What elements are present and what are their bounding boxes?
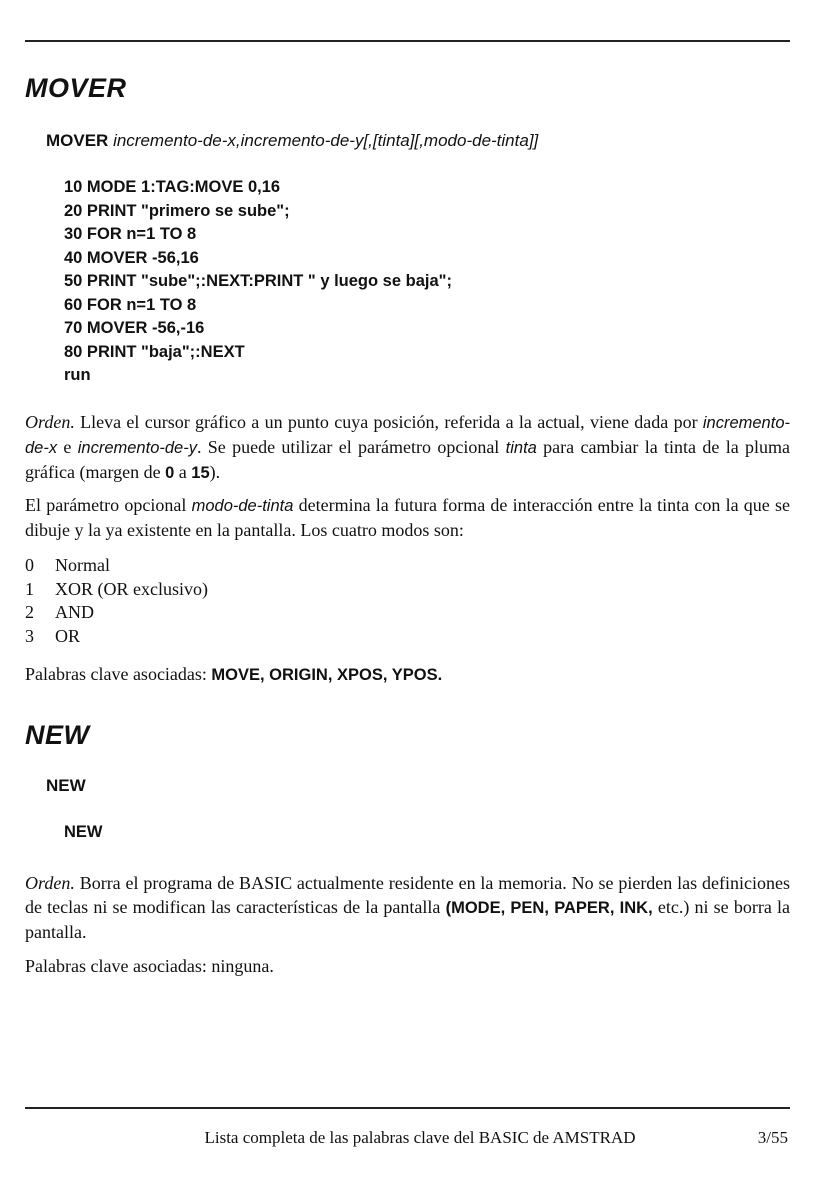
syntax-keyword: MOVER	[46, 131, 109, 150]
code-line: 70 MOVER -56,-16	[64, 319, 205, 337]
list-item: 3 OR	[25, 625, 81, 646]
paragraph-lead: Orden.	[25, 873, 75, 893]
bottom-rule	[25, 1107, 790, 1109]
list-item: 1 XOR (OR exclusivo)	[25, 578, 208, 599]
section-title-mover: MOVER	[25, 73, 127, 103]
related-keywords-new: Palabras clave asociadas: ninguna.	[25, 956, 274, 976]
list-item: 0 Normal	[25, 555, 110, 575]
code-listing-mover	[64, 176, 452, 388]
top-rule	[25, 40, 790, 42]
ink-mode-list	[25, 554, 208, 648]
footer-title: Lista completa de las palabras clave del BASIC de AMSTRAD	[204, 1128, 636, 1147]
code-line: NEW	[64, 823, 103, 841]
code-line: 60 FOR n=1 TO 8	[64, 295, 197, 314]
description-paragraph-new: Orden. Borra el programa de BASIC actualmente residente en la memoria. No se pierden las definiciones de teclas ni se modifican las características de la pantalla (MODE, PEN, PAPER, INK, etc.) ni se borra la pantalla.	[25, 873, 790, 942]
syntax-arguments: incremento-de-x,incremento-de-y[,[tinta][,modo-de-tinta]]	[113, 131, 539, 150]
code-line: 40 MOVER -56,16	[64, 248, 199, 267]
syntax-keyword: NEW	[46, 776, 86, 795]
code-line: 50 PRINT "sube";:NEXT:PRINT " y luego se baja";	[64, 272, 452, 290]
syntax-line-mover	[46, 131, 538, 151]
code-line: run	[64, 366, 91, 384]
page-number: 3/55	[757, 1128, 788, 1147]
code-line: 80 PRINT "baja";:NEXT	[64, 342, 245, 361]
ink-mode-paragraph: El parámetro opcional modo-de-tinta determina la futura forma de interacción entre la tinta con la que se dibuje y la ya existente en la pantalla. Los cuatro modos son:	[25, 495, 790, 540]
paragraph-lead: Orden.	[25, 412, 75, 432]
code-listing-new	[64, 821, 103, 845]
related-keywords-mover: Palabras clave asociadas: MOVE, ORIGIN, XPOS, YPOS.	[25, 664, 443, 684]
list-item: 2 AND	[25, 602, 94, 622]
section-title-new: NEW	[25, 720, 90, 750]
syntax-line-new	[46, 776, 86, 796]
code-line: 30 FOR n=1 TO 8	[64, 225, 197, 243]
code-line: 20 PRINT "primero se sube";	[64, 201, 290, 220]
code-line: 10 MODE 1:TAG:MOVE 0,16	[64, 178, 281, 196]
description-paragraph-mover: Orden. Lleva el cursor gráfico a un punto cuya posición, referida a la actual, viene dada por incremento-de-x e incremento-de-y. Se puede utilizar el parámetro opcional tinta para cambiar la tinta de la pluma gráfica (margen de 0 a 15).	[25, 412, 790, 482]
